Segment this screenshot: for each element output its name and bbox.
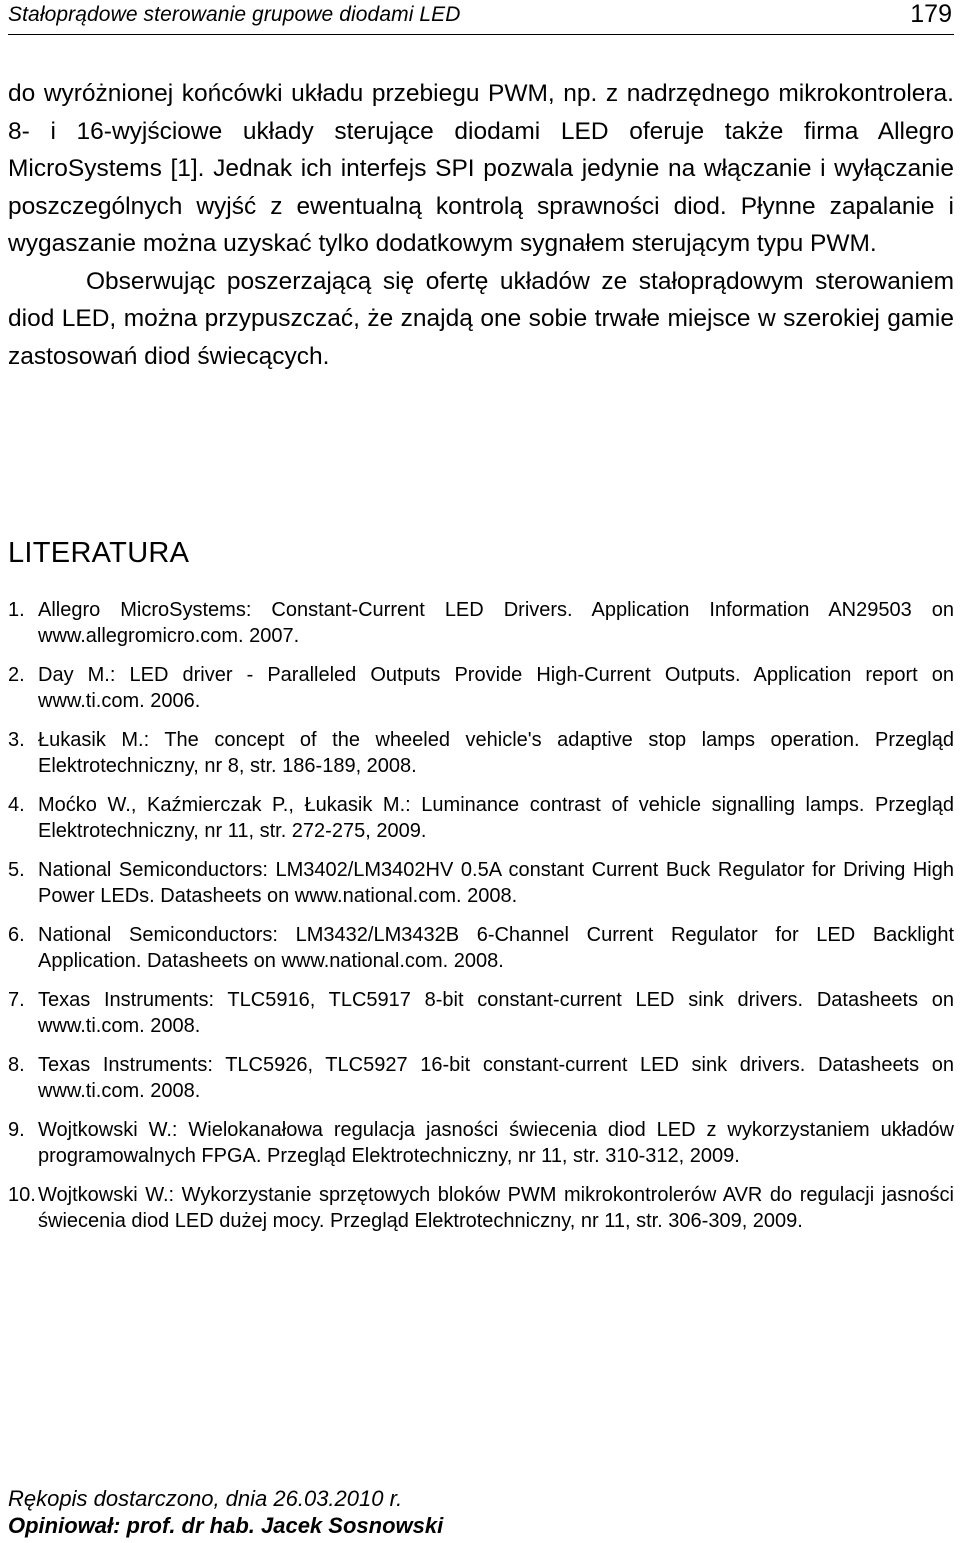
- reference-item: [8, 597, 954, 662]
- reference-item: [8, 857, 954, 922]
- reference-text: Wojtkowski W.: Wielokanałowa regulacja jasności świecenia diod LED z wykorzystaniem układów programowalnych FPGA. Przegląd Elektrotechniczny, nr 11, str. 310-312, 2009.: [38, 1119, 954, 1167]
- reference-number: 4.: [8, 794, 25, 816]
- reference-number: 3.: [8, 729, 25, 751]
- reference-item: [8, 922, 954, 987]
- reference-text: Wojtkowski W.: Wykorzystanie sprzętowych bloków PWM mikrokontrolerów AVR do regulacji jasności świecenia diod LED dużej mocy. Przegląd Elektrotechniczny, nr 11, str. 306-309, 2009.: [38, 1184, 954, 1232]
- reference-text: National Semiconductors: LM3402/LM3402HV 0.5A constant Current Buck Regulator for Driving High Power LEDs. Datasheets on www.national.com. 2008.: [38, 859, 954, 907]
- reference-number: 8.: [8, 1054, 25, 1076]
- reference-item: [8, 727, 954, 792]
- reference-text: Texas Instruments: TLC5926, TLC5927 16-bit constant-current LED sink drivers. Datasheets on www.ti.com. 2008.: [38, 1054, 954, 1102]
- paragraph-conclusion: Obserwując poszerzającą się ofertę układów ze stałoprądowym sterowaniem diod LED, można przypuszczać, że znajdą one sobie trwałe miejsce w szerokiej gamie zastosowań diod świecących.: [8, 267, 954, 370]
- reference-number: 1.: [8, 599, 25, 621]
- reference-text: National Semiconductors: LM3432/LM3432B 6-Channel Current Regulator for LED Backlight Application. Datasheets on www.national.com. 2008.: [38, 924, 954, 972]
- reference-number: 2.: [8, 664, 25, 686]
- reference-text: Moćko W., Kaźmierczak P., Łukasik M.: Luminance contrast of vehicle signalling lamps. Przegląd Elektrotechniczny, nr 11, str. 272-275, 2009.: [38, 794, 954, 842]
- reference-text: Allegro MicroSystems: Constant-Current LED Drivers. Application Information AN29503 on www.allegromicro.com. 2007.: [38, 599, 954, 647]
- reference-item: [8, 1117, 954, 1182]
- running-title: Stałoprądowe sterowanie grupowe diodami LED: [8, 3, 461, 26]
- reviewer-note: Opiniował: prof. dr hab. Jacek Sosnowski: [8, 1513, 444, 1538]
- reference-item: [8, 792, 954, 857]
- reference-number: 7.: [8, 989, 25, 1011]
- reference-item: [8, 1052, 954, 1117]
- reference-text: Day M.: LED driver - Paralleled Outputs Provide High-Current Outputs. Application report on www.ti.com. 2006.: [38, 664, 954, 712]
- page-number: 179: [910, 0, 952, 28]
- reference-item: [8, 662, 954, 727]
- reference-item: [8, 1182, 954, 1247]
- reference-number: 5.: [8, 859, 25, 881]
- paragraph-continuation: do wyróżnionej końcówki układu przebiegu PWM, np. z nadrzędnego mikrokontrolera. 8- i 16-wyjściowe układy sterujące diodami LED oferuje także firma Allegro MicroSystems [1]. Jednak ich interfejs SPI pozwala jedynie na włączanie i wyłączanie poszczególnych wyjść z ewentualną kontrolą sprawności diod. Płynne zapalanie i wygaszanie można uzyskać tylko dodatkowym sygnałem sterującym typu PWM.: [8, 80, 954, 257]
- reference-item: [8, 987, 954, 1052]
- reference-number: 9.: [8, 1119, 25, 1141]
- manuscript-received-note: Rękopis dostarczono, dnia 26.03.2010 r.: [8, 1486, 403, 1511]
- body-text: [8, 75, 954, 375]
- reference-number: 10.: [8, 1184, 36, 1206]
- reference-text: Łukasik M.: The concept of the wheeled vehicle's adaptive stop lamps operation. Przegląd Elektrotechniczny, nr 8, str. 186-189, 2008.: [38, 729, 954, 777]
- reference-number: 6.: [8, 924, 25, 946]
- literature-heading: LITERATURA: [8, 537, 190, 569]
- reference-text: Texas Instruments: TLC5916, TLC5917 8-bit constant-current LED sink drivers. Datasheets on www.ti.com. 2008.: [38, 989, 954, 1037]
- running-header: [8, 0, 954, 35]
- reference-list: [8, 597, 954, 1247]
